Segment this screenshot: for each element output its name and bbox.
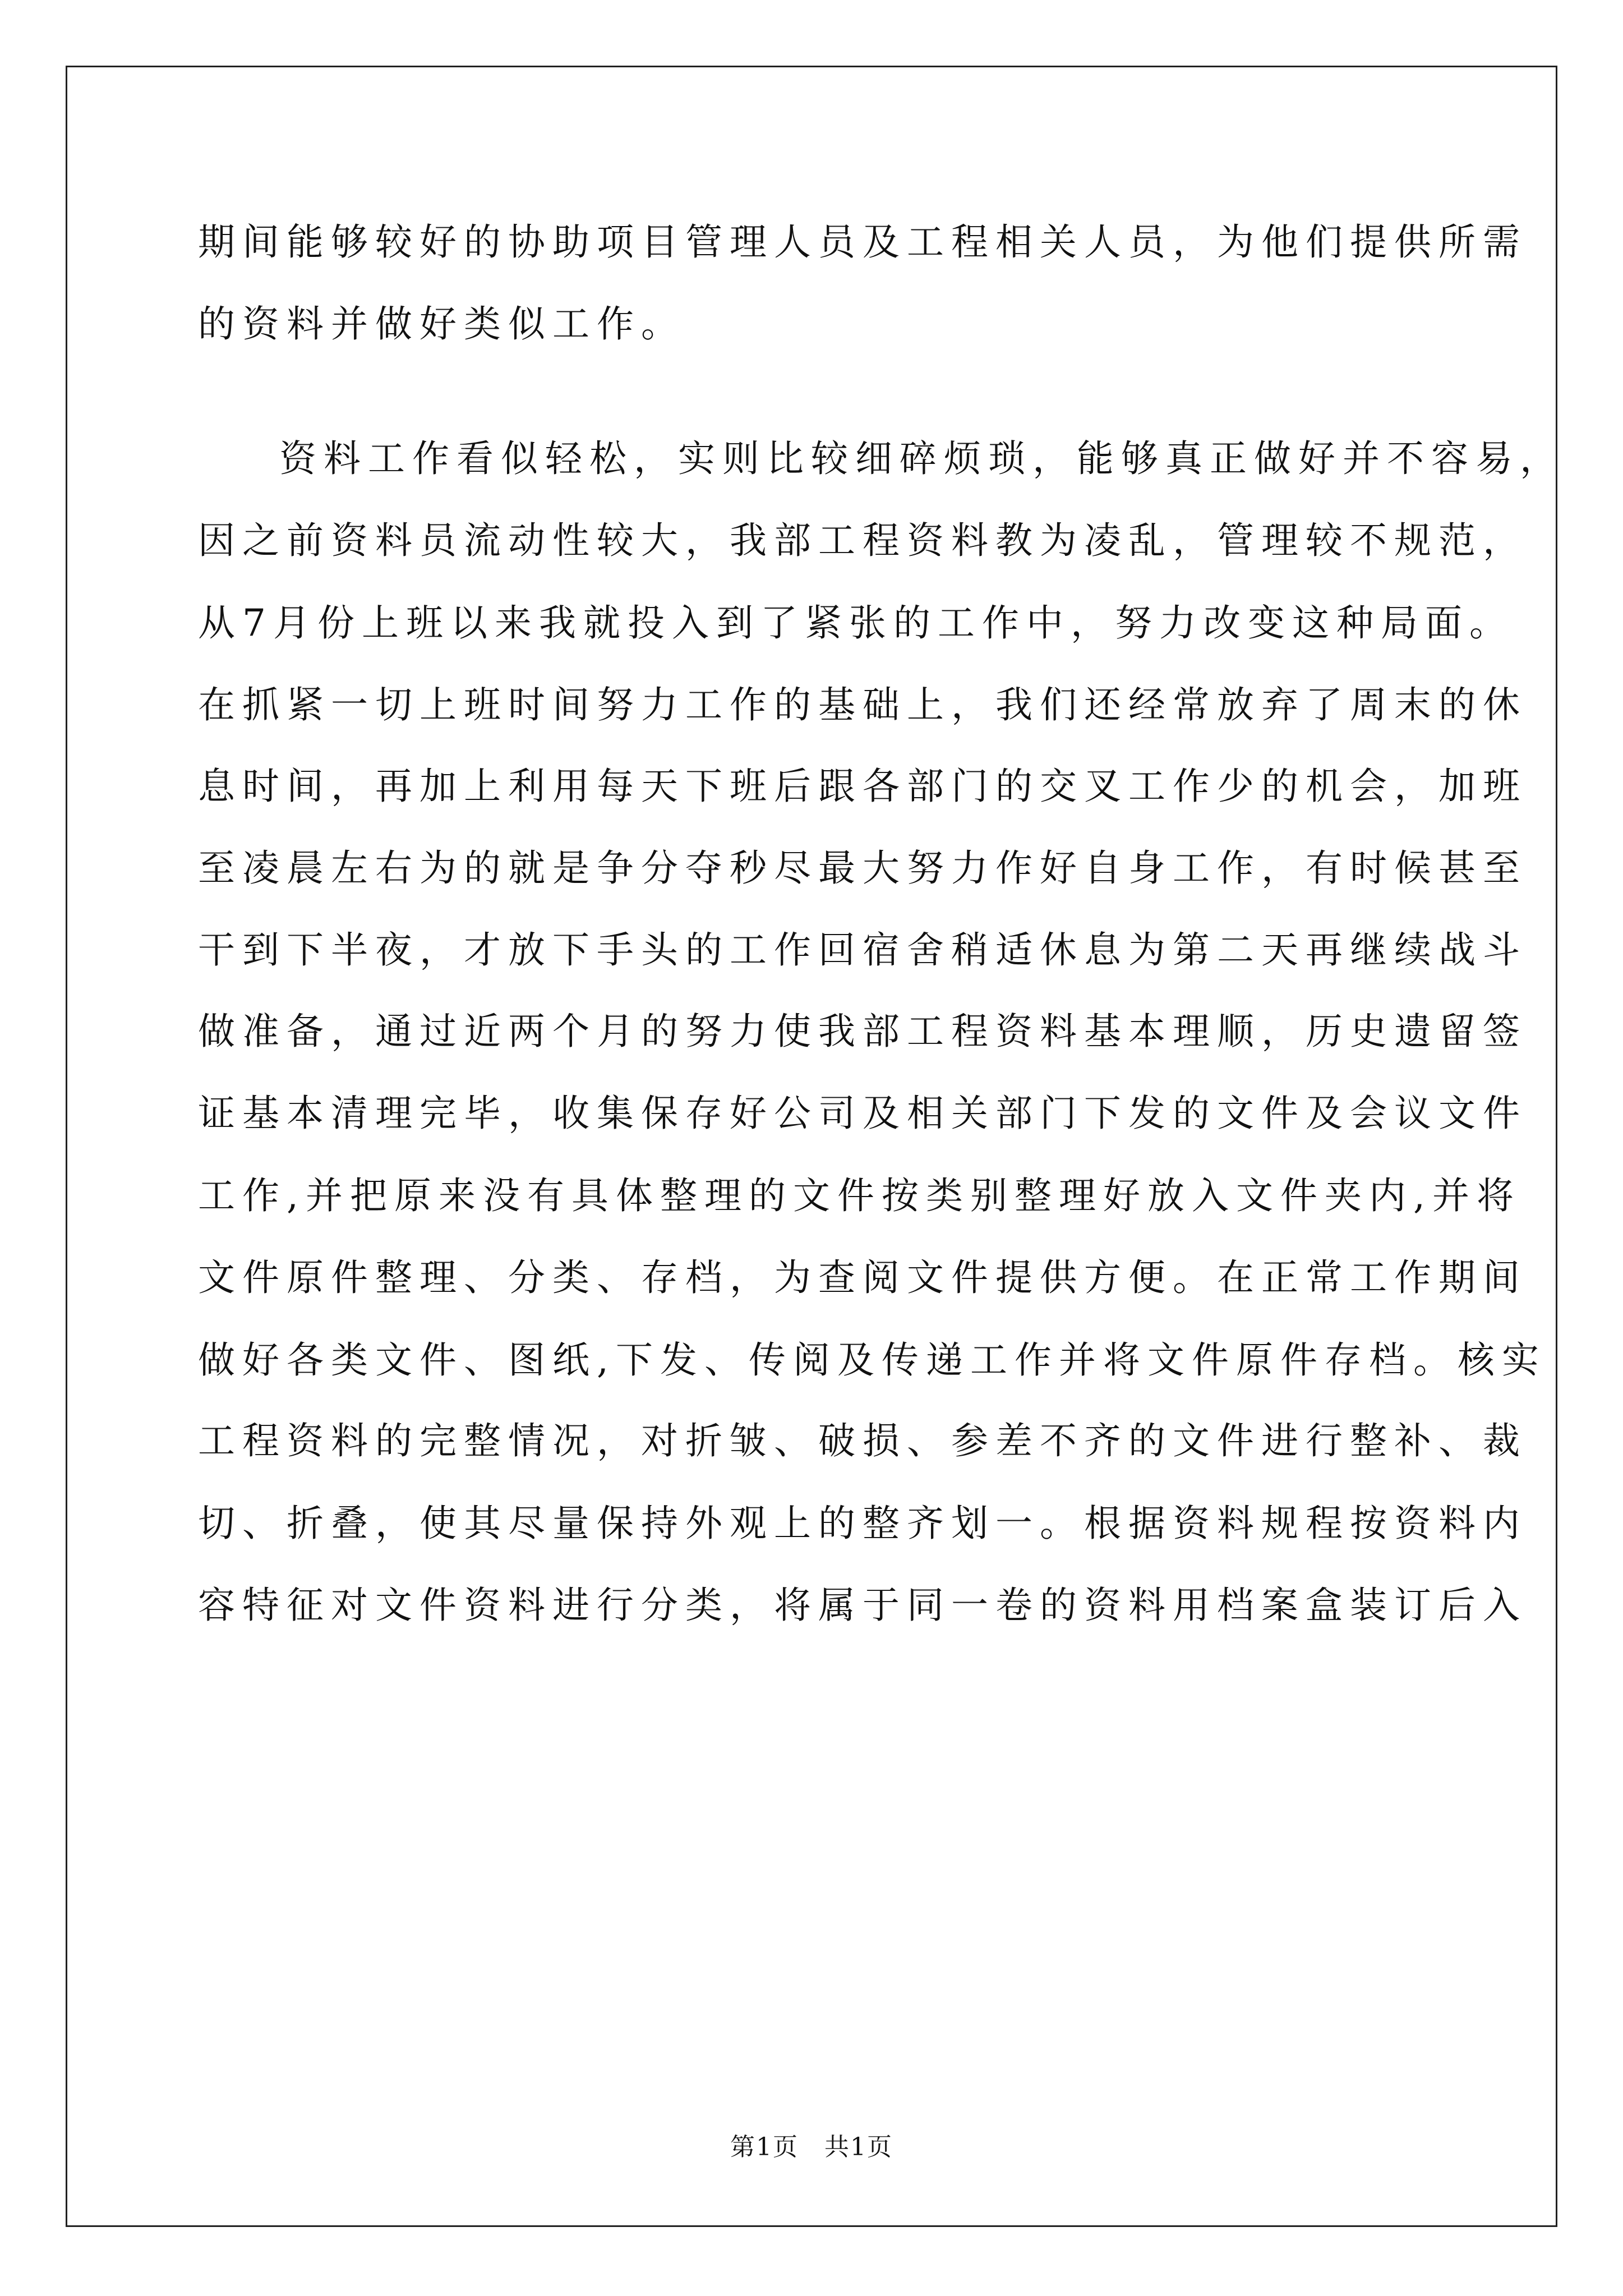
- text-line: 做准备，通过近两个月的努力使我部工程资料基本理顺，历史遗留签: [198, 1010, 1527, 1053]
- text-line: 文件原件整理、分类、存档，为查阅文件提供方便。在正常工作期间: [198, 1256, 1527, 1299]
- text-line: 在抓紧一切上班时间努力工作的基础上，我们还经常放弃了周末的休: [198, 683, 1527, 726]
- text-line: 工程资料的完整情况，对折皱、破损、参差不齐的文件进行整补、裁: [198, 1419, 1527, 1462]
- text-line: 干到下半夜，才放下手头的工作回宿舍稍适休息为第二天再继续战斗: [198, 928, 1527, 972]
- text-line: 证基本清理完毕，收集保存好公司及相关部门下发的文件及会议文件: [198, 1092, 1527, 1135]
- text-line: 工作,并把原来没有具体整理的文件按类别整理好放入文件夹内,并将: [198, 1174, 1521, 1217]
- text-line: 息时间，再加上利用每天下班后跟各部门的交叉工作少的机会，加班: [198, 765, 1527, 808]
- text-line: 因之前资料员流动性较大，我部工程资料教为凌乱，管理较不规范，: [198, 519, 1527, 562]
- text-line: 至凌晨左右为的就是争分夺秒尽最大努力作好自身工作，有时候甚至: [198, 846, 1527, 890]
- text-line: 从7月份上班以来我就投入到了紧张的工作中，努力改变这种局面。: [198, 601, 1514, 645]
- text-line: 期间能够较好的协助项目管理人员及工程相关人员，为他们提供所需: [198, 220, 1527, 264]
- text-line: 容特征对文件资料进行分类，将属于同一卷的资料用档案盒装订后入: [198, 1584, 1527, 1627]
- text-line: 资料工作看似轻松，实则比较细碎烦琐，能够真正做好并不容易，: [279, 437, 1564, 480]
- text-line: 的资料并做好类似工作。: [198, 302, 685, 346]
- page-border: [66, 66, 1557, 2227]
- text-line: 做好各类文件、图纸,下发、传阅及传递工作并将文件原件存档。核实: [198, 1338, 1546, 1382]
- page-number-footer: 第1页 共1页: [730, 2133, 893, 2161]
- text-line: 切、折叠，使其尽量保持外观上的整齐划一。根据资料规程按资料内: [198, 1502, 1527, 1545]
